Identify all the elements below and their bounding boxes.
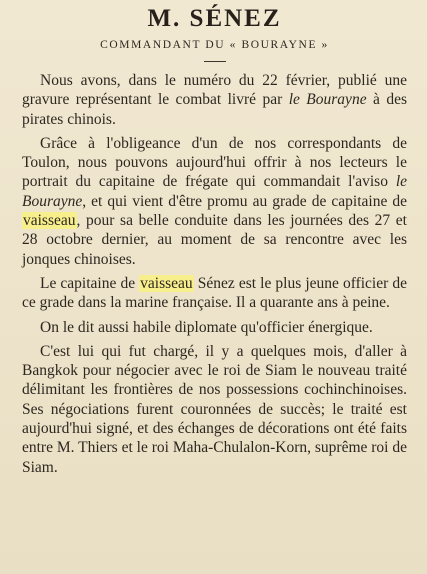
paragraph-5: C'est lui qui fut chargé, il y a quelques mois, d'aller à Bangkok pour négocier avec le roi de Siam le nouveau traité délimitant les frontières de nos possessions cochinchinoises. Ses négociations furent couronnées de succès; le traité est aujourd'hui signé, et des échanges de décorations ont été faits entre M. Thiers et le roi Maha-Chulalon-Korn, suprême roi de Siam. (22, 342, 407, 476)
paragraph-1 (22, 71, 407, 129)
search-highlight: vaisseau (140, 274, 193, 292)
paragraph-2-text-mid: , et qui vient d'être promu au grade de capitaine de (82, 192, 407, 210)
paragraph-3-text-end: Sénez est le plus jeune officier de ce grade dans la marine française. Il a quarante ans à peine. (22, 274, 407, 312)
search-highlight: vaisseau (23, 212, 76, 230)
paragraph-2 (22, 134, 407, 269)
paragraph-1-text: Nous avons, dans le numéro du 22 février, publié une gravure représentant le combat livré par (22, 72, 407, 109)
paragraph-1-text-end: à des pirates chinois. (22, 91, 407, 128)
title-divider (204, 61, 226, 62)
paragraph-2-text-end: , pour sa belle conduite dans les journées des 27 et 28 octobre dernier, au moment de sa rencontre avec les jonques chinoises. (22, 212, 407, 268)
paragraph-3-text: Le capitaine de (40, 274, 140, 292)
paragraph-4: On le dit aussi habile diplomate qu'officier énergique. (40, 318, 373, 336)
paragraph-2-text: Grâce à l'obligeance d'un de nos correspondants de Toulon, nous pouvons aujourd'hui offrir à nos lecteurs le portrait du capitaine de frégate qui commandait l'aviso (22, 134, 407, 191)
article-body (22, 71, 407, 477)
paragraph-3 (22, 274, 407, 313)
article-title: M. SÉNEZ (147, 5, 282, 32)
ship-name-italic: le Bourayne (22, 173, 407, 210)
article-subtitle: COMMANDANT DU « BOURAYNE » (100, 39, 329, 51)
ship-name-italic: le Bourayne (288, 91, 367, 109)
